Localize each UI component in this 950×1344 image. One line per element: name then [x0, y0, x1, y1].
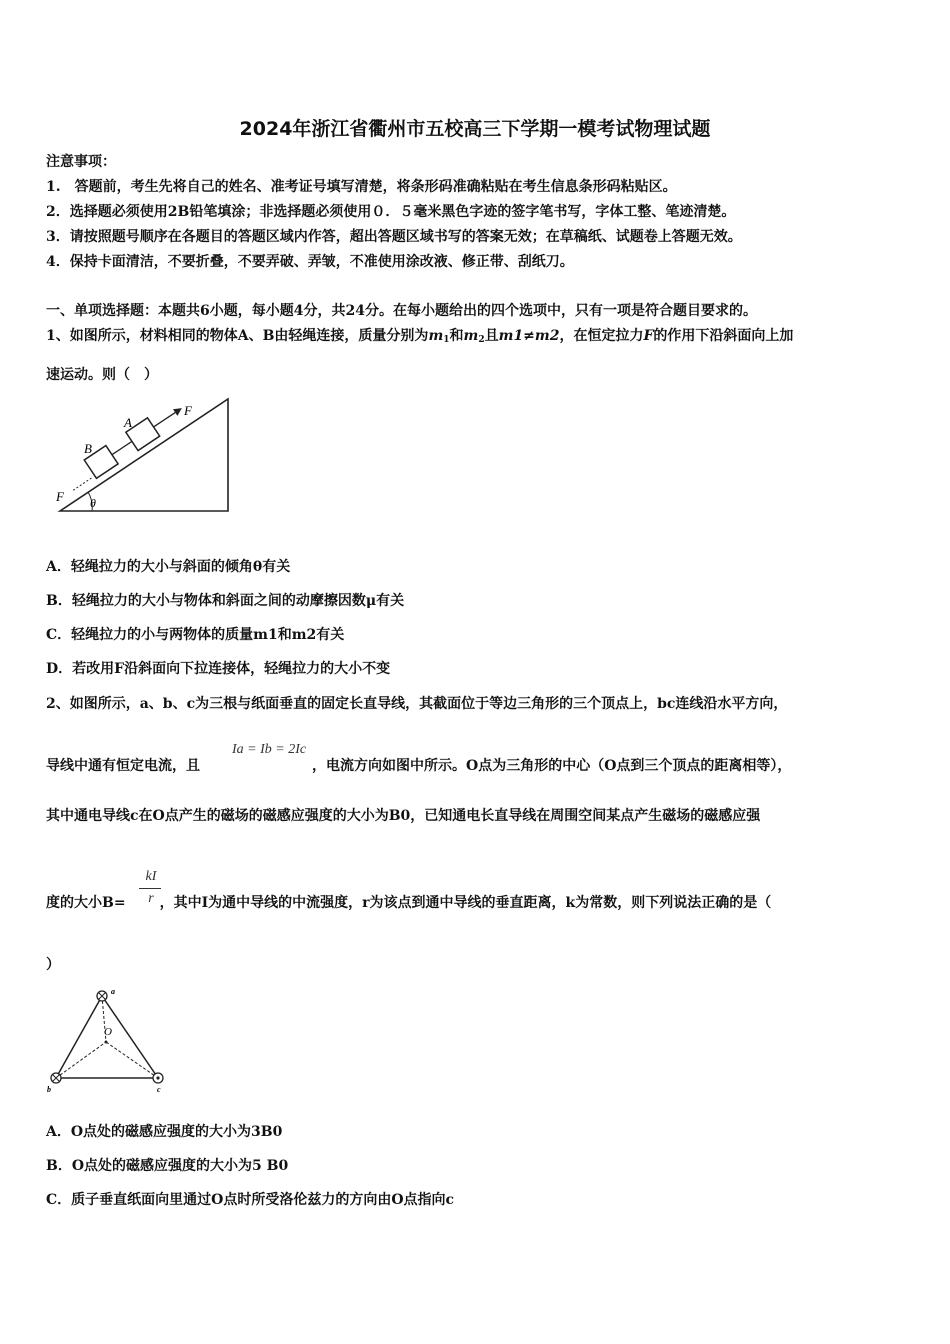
force-arrow	[154, 413, 176, 427]
fraction-numerator: kI	[145, 869, 157, 884]
triangle-wires-figure	[44, 982, 174, 1094]
section-heading: 一、单项选择题：本题共6小题，每小题4分，共24分。在每小题给出的四个选项中，只有一项是符合题目要求的。	[46, 303, 757, 319]
q2-stem-line1: 2、如图所示，a、b、c为三根与纸面垂直的固定长直导线，其截面位于等边三角形的三个顶点上，bc连线沿水平方向，	[46, 696, 788, 712]
q2-stem-line3: 其中通电导线c在O点产生的磁场的磁感应强度的大小为B0，已知通电长直导线在周围空间某点产生磁场的磁感应强	[46, 808, 761, 824]
q2-option-b: B．O点处的磁感应强度的大小为5 B0	[46, 1158, 289, 1174]
notice-item: 3．请按照题号顺序在各题目的答题区域内作答，超出答题区域书写的答案无效；在草稿纸、试题卷上答题无效。	[46, 229, 742, 245]
q1-option-d: D．若改用F沿斜面向下拉连接体，轻绳拉力的大小不变	[46, 661, 391, 677]
q2-option-a: A．O点处的磁感应强度的大小为3B0	[46, 1124, 283, 1140]
rope	[112, 441, 132, 454]
notice-heading: 注意事项：	[46, 154, 116, 170]
dash-b-o	[56, 1042, 106, 1078]
q1-option-a: A．轻绳拉力的大小与斜面的倾角θ有关	[46, 559, 291, 575]
current-formula: Ia = Ib = 2Ic	[232, 742, 307, 757]
label-b: B	[84, 441, 92, 456]
incline-figure	[52, 393, 242, 519]
point-o	[105, 1041, 108, 1044]
dash-c-o	[106, 1042, 158, 1078]
label-f-top: F	[184, 403, 192, 418]
q1-option-c: C．轻绳拉力的小与两物体的质量m1和m2有关	[46, 627, 345, 643]
force-arrowhead	[173, 405, 184, 416]
label-b: b	[47, 1085, 51, 1094]
page-title: 2024年浙江省衢州市五校高三下学期一模考试物理试题	[239, 118, 711, 140]
force-arrow-down	[73, 477, 93, 490]
q2-stem-line5: ）	[46, 957, 60, 973]
q2-option-c: C．质子垂直纸面向里通过O点时所受洛伦兹力的方向由O点指向c	[46, 1192, 455, 1208]
q2-stem-line2: 导线中通有恒定电流，且 ，电流方向如图中所示。O点为三角形的中心（O点到三个顶点的距离相等），	[46, 758, 792, 774]
label-a: A	[124, 415, 132, 430]
notice-item: 1. 答题前，考生先将自己的姓名、准考证号填写清楚，将条形码准确粘贴在考生信息条形码粘贴区。	[46, 179, 677, 195]
q2-stem-line4: 度的大小B= ，其中I为通中导线的中流强度，r为该点到通中导线的垂直距离，k为常数，则下列说法正确的是（	[46, 895, 772, 911]
label-o: O	[104, 1026, 112, 1038]
notice-item: 4．保持卡面清洁，不要折叠，不要弄破、弄皱，不准使用涂改液、修正带、刮纸刀。	[46, 254, 574, 270]
fraction-bar	[139, 888, 161, 889]
q1-stem-line1: 1、如图所示，材料相同的物体A、B由轻绳连接，质量分别为$m_1$和$m_2$且m1≠m2，在恒定拉力F的作用下沿斜面向上加	[46, 328, 794, 345]
notice-item: 2．选择题必须使用2B铅笔填涂；非选择题必须使用０．５毫米黑色字迹的签字笔书写，字体工整、笔迹清楚。	[46, 204, 736, 220]
q1-option-b: B．轻绳拉力的大小与物体和斜面之间的动摩擦因数μ有关	[46, 593, 405, 609]
fraction-denominator: r	[148, 891, 154, 906]
label-theta: θ	[90, 496, 96, 510]
label-a: a	[111, 987, 115, 996]
label-f-left: F	[56, 489, 64, 504]
label-c: c	[157, 1085, 161, 1094]
q1-stem-line2: 速运动。则（ ）	[46, 367, 158, 383]
